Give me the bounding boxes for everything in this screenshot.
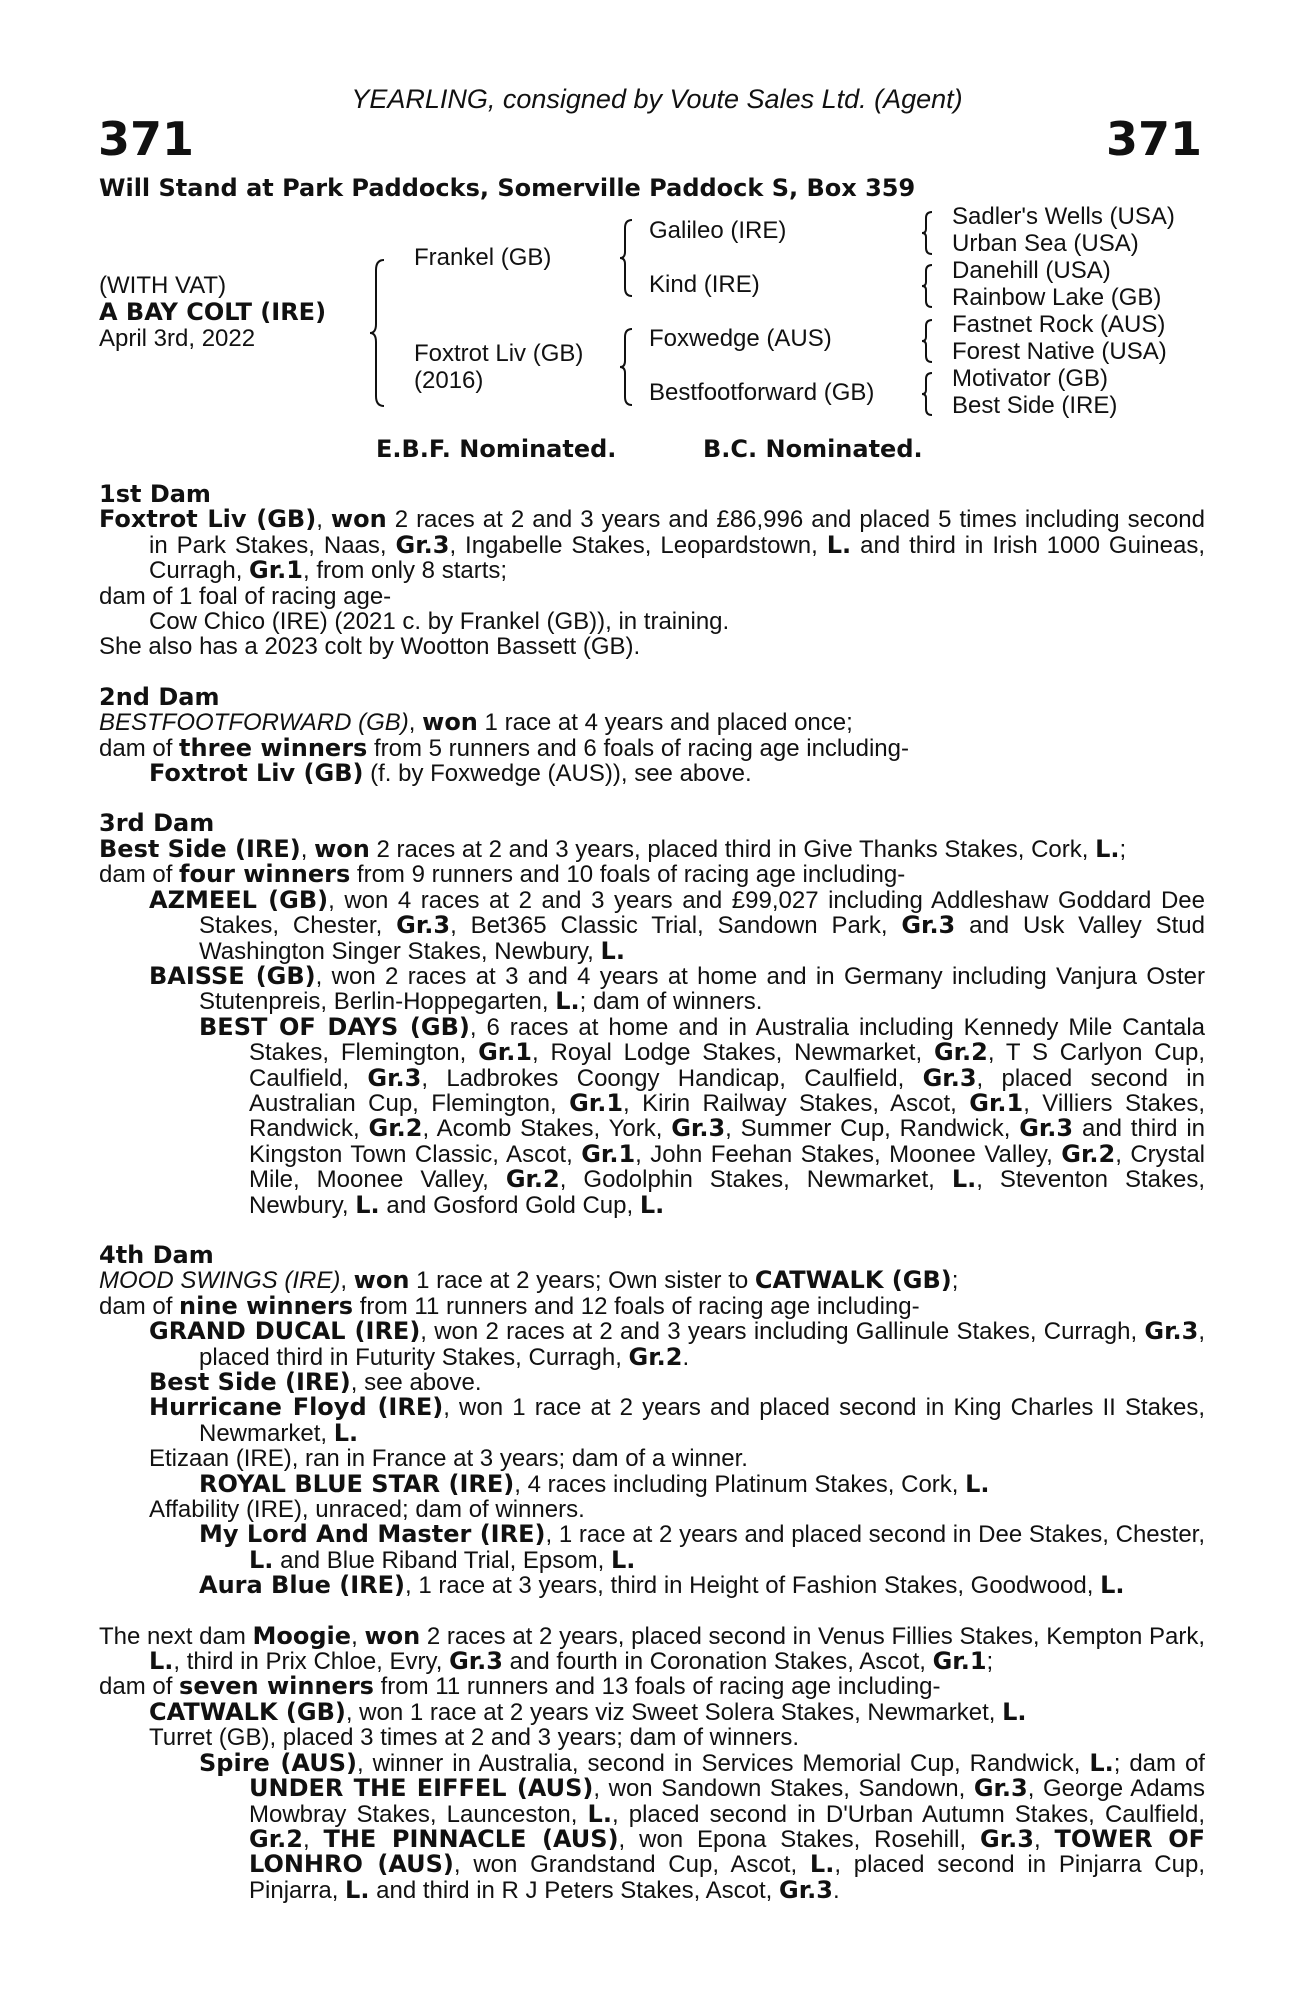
bold-text-run: Gr.2 <box>249 1824 303 1853</box>
text-run: , Godolphin Stakes, Newmarket, <box>559 1166 952 1194</box>
text-run: , Steventon Stakes, Newbury, <box>249 1166 1205 1219</box>
pedigree-gen3-4: Rainbow Lake (GB) <box>952 284 1162 311</box>
first-dam-foal: Cow Chico (IRE) (2021 c. by Frankel (GB)), in training. <box>149 608 730 636</box>
text-run: , placed third in Futurity Stakes, Curragh, <box>199 1318 1206 1371</box>
next-dam-foal-turret: Turret (GB), placed 3 times at 2 and 3 years; dam of winners. <box>149 1724 800 1752</box>
bold-text-run: Foxtrot Liv (GB) <box>99 505 317 534</box>
bold-text-run: Gr.2 <box>368 1114 423 1143</box>
pedigree-gen3-8: Best Side (IRE) <box>952 392 1118 419</box>
consignor-line: YEARLING, consigned by Voute Sales Ltd. (Agent) <box>351 84 963 114</box>
bold-text-run: Gr.2 <box>505 1165 560 1194</box>
next-dam-grandfoal-spire <box>99 1748 1206 1904</box>
bold-text-run: Gr.1 <box>478 1038 533 1067</box>
text-run: , won Grandstand Cup, Ascot, <box>453 1851 810 1879</box>
bold-text-run: Gr.1 <box>249 556 303 585</box>
text-run: , won 4 races at 2 and 3 years and £99,027 including Addleshaw Goddard Dee Stakes, Chester, <box>199 886 1205 940</box>
bold-text-run: Gr.3 <box>1144 1317 1199 1346</box>
text-run: dam of <box>99 1673 180 1701</box>
text-run: , <box>300 835 315 863</box>
fourth-dam-foal-etizaan: Etizaan (IRE), ran in France at 3 years; dam of a winner. <box>149 1445 748 1473</box>
italic-text-run: MOOD SWINGS (IRE) <box>99 1267 341 1295</box>
text-run: . <box>682 1343 690 1371</box>
text-run: dam of <box>99 734 180 762</box>
second-dam-foal <box>99 761 1205 786</box>
text-run: 2 races at 2 and 3 years and £86,996 and placed 5 times including second in Park Stakes, Naas, <box>149 506 1205 559</box>
bold-text-run: Spire (AUS) <box>199 1748 357 1777</box>
second-dam-produce-summary <box>99 733 1205 762</box>
bold-text-run: Gr.1 <box>581 1139 636 1168</box>
pedigree-brace-sd <box>922 263 936 309</box>
bold-text-run: L. <box>249 1545 274 1574</box>
bold-text-run: won <box>314 834 370 863</box>
text-run: , Villiers Stakes, Randwick, <box>249 1089 1206 1143</box>
pedigree-gen3-6: Forest Native (USA) <box>952 338 1167 365</box>
bold-text-run: Aura Blue (IRE) <box>199 1571 406 1600</box>
text-run: , from only 8 starts; <box>302 557 508 585</box>
bold-text-run: Gr.1 <box>969 1088 1024 1117</box>
text-run: , 1 race at 2 years and placed second in Dee Stakes, Chester, <box>545 1521 1205 1549</box>
pedigree-gen3-7: Motivator (GB) <box>952 365 1109 392</box>
bold-text-run: L. <box>600 936 625 965</box>
text-run: dam of <box>99 1292 180 1320</box>
bold-text-run: CATWALK (GB) <box>149 1697 346 1726</box>
bold-text-run: L. <box>610 1545 636 1574</box>
text-run: from 5 runners and 6 foals of racing age including- <box>367 734 909 762</box>
pedigree-dam-year: (2016) <box>414 367 484 394</box>
text-run: , 1 race at 3 years, third in Height of Fashion Stakes, Goodwood, <box>405 1572 1101 1600</box>
bold-text-run: Gr.3 <box>922 1063 977 1092</box>
fourth-dam-heading: 4th Dam <box>99 1240 214 1269</box>
bold-text-run: AZMEEL (GB) <box>149 885 329 914</box>
text-run: , Kirin Railway Stakes, Ascot, <box>623 1089 970 1117</box>
pedigree-gen3-3: Danehill (USA) <box>952 257 1111 284</box>
bold-text-run: Gr.1 <box>932 1647 987 1676</box>
text-run: 2 races at 2 years, placed second in Venus Fillies Stakes, Kempton Park, <box>420 1622 1205 1650</box>
lot-number-right: 371 <box>1105 112 1202 166</box>
text-run: 2 races at 2 and 3 years, placed third in Give Thanks Stakes, Cork, <box>369 835 1096 863</box>
text-run: , won 1 race at 2 years and placed second in King Charles II Stakes, Newmarket, <box>199 1394 1205 1447</box>
text-run: , Royal Lodge Stakes, Newmarket, <box>532 1039 934 1067</box>
text-run: ; <box>1119 835 1127 863</box>
pedigree-brace-ds <box>922 318 936 364</box>
bold-text-run: L. <box>333 1418 359 1447</box>
text-run: from 9 runners and 10 foals of racing age including- <box>350 861 906 889</box>
text-run: dam of <box>99 861 180 889</box>
bold-text-run: Best Side (IRE) <box>149 1368 351 1396</box>
third-dam-grandfoal-best-of-days <box>99 1012 1206 1219</box>
bold-text-run: Gr.3 <box>973 1774 1028 1803</box>
pedigree-sire-sire: Galileo (IRE) <box>649 217 787 244</box>
text-run: and Usk Valley Stud Washington Singer Stakes, Newbury, <box>199 912 1205 965</box>
text-run: and third in R J Peters Stakes, Ascot, <box>369 1876 779 1904</box>
bold-text-run: L. <box>149 1647 174 1676</box>
bold-text-run: L. <box>1089 1748 1114 1777</box>
pedigree-brace-dd <box>922 371 936 417</box>
text-run: , Acomb Stakes, York, <box>422 1115 672 1143</box>
bold-text-run: Gr.3 <box>779 1875 833 1904</box>
text-run: , 4 races including Platinum Stakes, Cork, <box>514 1470 966 1498</box>
text-run: , Bet365 Classic Trial, Sandown Park, <box>450 912 902 940</box>
fourth-dam-record <box>99 1268 1205 1293</box>
fourth-dam-foal-affability: Affability (IRE), unraced; dam of winners. <box>149 1496 585 1524</box>
second-dam-heading: 2nd Dam <box>99 682 220 711</box>
text-run: , <box>1033 1825 1055 1853</box>
pedigree-dam-dam: Bestfootforward (GB) <box>649 379 875 406</box>
bold-text-run: Gr.2 <box>628 1342 683 1371</box>
first-dam-heading: 1st Dam <box>99 480 211 508</box>
text-run: . <box>832 1876 840 1904</box>
text-run: , won 2 races at 3 and 4 years at home and in Germany including Vanjura Oster Stutenpreis, Berlin-Hoppegarten, <box>199 962 1205 1016</box>
text-run: and Gosford Gold Cup, <box>379 1191 640 1219</box>
lot-number-left: 371 <box>98 112 195 166</box>
text-run: , Summer Cup, Randwick, <box>725 1115 1020 1143</box>
fourth-dam-foal-best-side <box>99 1370 1205 1395</box>
bold-text-run: won <box>364 1621 421 1650</box>
text-run: , Ladbrokes Coongy Handicap, Caulfield, <box>421 1064 923 1092</box>
bold-text-run: TOWER OF LONHRO (AUS) <box>249 1824 1205 1879</box>
text-run: , <box>316 506 331 534</box>
text-run: , won 1 race at 2 years viz Sweet Solera Stakes, Newmarket, <box>345 1698 1003 1726</box>
pedigree-gen3-2: Urban Sea (USA) <box>952 230 1139 257</box>
bold-text-run: Gr.2 <box>1061 1139 1116 1168</box>
bold-text-run: four winners <box>179 860 351 889</box>
bold-text-run: L. <box>639 1190 665 1219</box>
fourth-dam-grandfoal-aura-blue <box>99 1573 1205 1598</box>
bold-text-run: Foxtrot Liv (GB) <box>149 759 364 788</box>
fourth-dam-grandfoal-royal-blue-star <box>99 1469 1205 1498</box>
text-run: from 11 runners and 13 foals of racing age including- <box>373 1673 941 1701</box>
bold-text-run: THE PINNACLE (AUS) <box>323 1824 619 1853</box>
text-run: , T S Carlyon Cup, Caulfield, <box>249 1039 1206 1092</box>
text-run: , <box>408 709 423 737</box>
bold-text-run: L. <box>355 1190 380 1219</box>
text-run: ; <box>986 1648 994 1676</box>
pedigree-sire-dam: Kind (IRE) <box>649 271 760 298</box>
text-run: , Ingabelle Stakes, Leopardstown, <box>449 531 827 559</box>
bold-text-run: Moogie <box>252 1621 352 1650</box>
bold-text-run: L. <box>1095 834 1120 863</box>
text-run: , won Sandown Stakes, Sandown, <box>593 1775 974 1803</box>
ebf-nomination: E.B.F. Nominated. <box>376 435 617 463</box>
text-run: ; dam of winners. <box>579 988 763 1016</box>
bold-text-run: nine winners <box>179 1291 354 1320</box>
text-run: (f. by Foxwedge (AUS)), see above. <box>363 760 752 788</box>
bold-text-run: L. <box>965 1469 990 1498</box>
pedigree-brace-ss <box>922 210 936 256</box>
horse-name: A BAY COLT (IRE) <box>99 298 327 326</box>
bold-text-run: seven winners <box>179 1672 374 1701</box>
text-run: 1 race at 2 years; Own sister to <box>409 1267 755 1295</box>
text-run: , placed second in Australian Cup, Flemington, <box>249 1064 1205 1117</box>
pedigree-gen3-1: Sadler's Wells (USA) <box>952 203 1175 230</box>
bold-text-run: My Lord And Master (IRE) <box>199 1520 546 1549</box>
third-dam-heading: 3rd Dam <box>99 809 215 838</box>
bold-text-run: won <box>422 708 478 737</box>
third-dam-foal-azmeel <box>99 885 1205 965</box>
bold-text-run: BAISSE (GB) <box>149 961 316 990</box>
fourth-dam-produce-summary <box>99 1291 1205 1320</box>
fourth-dam-grandfoal-my-lord <box>99 1522 1205 1573</box>
bold-text-run: L. <box>1100 1571 1125 1600</box>
bold-text-run: Gr.1 <box>569 1088 624 1117</box>
pedigree-gen3-5: Fastnet Rock (AUS) <box>952 311 1166 338</box>
next-dam-record <box>99 1621 1205 1676</box>
bold-text-run: Gr.2 <box>933 1038 988 1067</box>
bold-text-run: won <box>353 1266 410 1295</box>
pedigree-sire: Frankel (GB) <box>414 244 552 271</box>
text-run: , third in Prix Chloe, Evry, <box>173 1648 450 1676</box>
text-run: ; dam of <box>1113 1749 1205 1777</box>
text-run: , <box>340 1267 354 1295</box>
fourth-dam-foal-grand-ducal <box>99 1319 1205 1370</box>
next-dam-produce-summary <box>99 1674 1205 1699</box>
bold-text-run: Best Side (IRE) <box>99 834 301 863</box>
bold-text-run: ROYAL BLUE STAR (IRE) <box>199 1469 515 1498</box>
text-run: , John Feehan Stakes, Moonee Valley, <box>635 1140 1062 1168</box>
bold-text-run: CATWALK (GB) <box>754 1266 952 1295</box>
bold-text-run: Gr.3 <box>449 1647 503 1676</box>
text-run: , George Adams Mowbray Stakes, Launceston, <box>249 1775 1205 1828</box>
vat-note: (WITH VAT) <box>99 272 227 299</box>
text-run: , see above. <box>350 1369 482 1396</box>
bold-text-run: Gr.3 <box>395 530 450 559</box>
bc-nomination: B.C. Nominated. <box>703 435 923 463</box>
pedigree-dam-sire: Foxwedge (AUS) <box>649 325 832 352</box>
text-run: and third in Kingston Town Classic, Ascot, <box>249 1115 1205 1168</box>
text-run: , 6 races at home and in Australia including Kennedy Mile Cantala Stakes, Flemington, <box>249 1013 1205 1067</box>
text-run: , won Epona Stakes, Rosehill, <box>618 1825 981 1853</box>
pedigree-brace-sire <box>620 218 636 298</box>
text-run: from 11 runners and 12 foals of racing age including- <box>353 1292 920 1320</box>
text-run: and Blue Riband Trial, Epsom, <box>273 1546 611 1574</box>
next-dam-foal-catwalk <box>99 1697 1205 1726</box>
third-dam-foal-baisse <box>99 961 1205 1016</box>
bold-text-run: L. <box>345 1875 370 1904</box>
bold-text-run: L. <box>951 1165 977 1194</box>
bold-text-run: L. <box>1002 1697 1027 1726</box>
bold-text-run: L. <box>826 530 852 559</box>
third-dam-record <box>99 834 1205 863</box>
text-run: and third in Irish 1000 Guineas, Curragh, <box>149 531 1205 585</box>
pedigree-brace-dam <box>620 327 636 407</box>
text-run: , placed second in D'Urban Autumn Stakes, Caulfield, <box>611 1800 1206 1828</box>
bold-text-run: L. <box>555 987 580 1016</box>
text-run: and fourth in Coronation Stakes, Ascot, <box>503 1648 933 1676</box>
bold-text-run: UNDER THE EIFFEL (AUS) <box>249 1774 594 1803</box>
bold-text-run: three winners <box>179 733 368 762</box>
text-run: , won 2 races at 2 and 3 years including Gallinule Stakes, Curragh, <box>420 1318 1145 1346</box>
first-dam-produce-summary: dam of 1 foal of racing age- <box>99 582 392 610</box>
fourth-dam-foal-hurricane-floyd <box>99 1395 1205 1446</box>
bold-text-run: Hurricane Floyd (IRE) <box>149 1393 444 1422</box>
stand-location: Will Stand at Park Paddocks, Somerville Paddock S, Box 359 <box>99 174 916 202</box>
text-run: , <box>302 1825 324 1853</box>
bold-text-run: Gr.3 <box>980 1824 1034 1853</box>
italic-text-run: BESTFOOTFORWARD (GB) <box>99 709 409 737</box>
bold-text-run: won <box>330 505 387 534</box>
bold-text-run: Gr.3 <box>396 911 451 940</box>
text-run: 1 race at 4 years and placed once; <box>477 709 853 737</box>
first-dam-note: She also has a 2023 colt by Wootton Bassett (GB). <box>99 633 641 661</box>
bold-text-run: Gr.3 <box>671 1114 726 1143</box>
dam-family-text <box>99 482 1205 1903</box>
foaling-date: April 3rd, 2022 <box>99 325 256 352</box>
second-dam-record <box>99 710 1205 735</box>
text-run: , Crystal Mile, Moonee Valley, <box>249 1140 1206 1194</box>
bold-text-run: BEST OF DAYS (GB) <box>199 1012 470 1041</box>
text-run: ; <box>951 1267 959 1295</box>
pedigree-dam: Foxtrot Liv (GB) <box>414 340 584 367</box>
bold-text-run: Gr.3 <box>901 911 956 940</box>
bold-text-run: Gr.3 <box>367 1063 422 1092</box>
text-run: The next dam <box>99 1622 253 1650</box>
text-run: , winner in Australia, second in Services Memorial Cup, Randwick, <box>356 1749 1090 1777</box>
first-dam-record <box>99 507 1205 583</box>
text-run: , <box>351 1622 365 1650</box>
bold-text-run: L. <box>587 1799 612 1828</box>
text-run: , placed second in Pinjarra Cup, Pinjarra, <box>249 1851 1206 1904</box>
pedigree-brace-main <box>370 258 390 408</box>
bold-text-run: GRAND DUCAL (IRE) <box>149 1317 421 1346</box>
bold-text-run: L. <box>809 1850 835 1879</box>
third-dam-produce-summary <box>99 862 1205 887</box>
bold-text-run: Gr.3 <box>1019 1114 1074 1143</box>
